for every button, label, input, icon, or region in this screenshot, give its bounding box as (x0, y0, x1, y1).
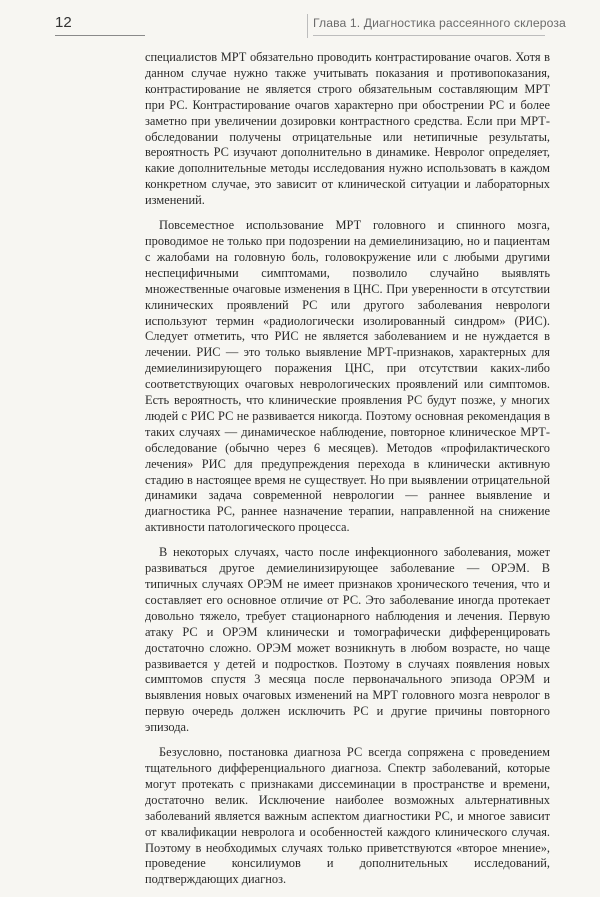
page-header (0, 0, 600, 50)
running-head: Глава 1. Диагностика рассеянного склероза (313, 16, 566, 30)
paragraph-adem: В некоторых случаях, часто после инфекционного заболевания, может развиваться другое демиелинизирующее заболевание — ОРЭМ. В типичных случаях ОРЭМ не имеет признаков хронического течения, что и составляет его основное отличие от РС. Это заболевание иногда протекает довольно тяжело, требует стационарного наблюдения и лечения. Первую атаку РС и ОРЭМ клинически и томографически дифференцировать достаточно сложно. ОРЭМ может возникнуть в любом возрасте, но чаще развивается у детей и подростков. Поэтому в случаях появления новых симптомов спустя 3 месяца после первоначального эпизода ОРЭМ и выявления новых очаговых изменений на МРТ головного мозга невролог в первую очередь должен исключить РС и другие причины повторного эпизода. (145, 545, 550, 735)
paragraph-mri-incidental-findings: Повсеместное использование МРТ головного и спинного мозга, проводимое не только при подозрении на демиелинизацию, но и пациентам с жалобами на головную боль, головокружение или с любыми другими неспецифичными симптомами, позволило случайно выявлять множественные очаговые изменения в ЦНС. При уверенности в отсутствии клинических проявлений РС или другого заболевания неврологи используют термин «радиологически изолированный синдром» (РИС). Следует отметить, что РИС не является заболеванием и не нуждается в лечении. РИС — это только выявление МРТ-признаков, характерных для демиелинизирующего поражения ЦНС, при отсутствии каких-либо соответствующих очаговых неврологических проявлений или симптомов. Есть вероятность, что клинические проявления РС будут позже, у многих людей с РИС РС не развивается никогда. Поэтому основная рекомендация в таких случаях — динамическое наблюдение, повторное клиническое МРТ-обследование (обычно через 6 месяцев). Методов «профилактического лечения» РИС для предупреждения перехода в клинически активную стадию в настоящее время не существует. Но при выявлении отрицательной динамики задача современной неврологии — раннее выявление и диагностика РС, раннее назначение терапии, направленной на снижение активности патологического процесса. (145, 218, 550, 535)
header-rule-right (313, 35, 545, 36)
header-divider (307, 14, 308, 38)
page-number: 12 (55, 14, 72, 31)
body-text (145, 50, 550, 897)
paragraph-continuation: специалистов МРТ обязательно проводить контрастирование очагов. Хотя в данном случае нужно также учитывать показания и противопоказания, контрастирование не является строго обязательным составляющим МРТ при РС. Контрастирование очагов характерно при обострении РС и более заметно при увеличении дозировки контрастного средства. Если при МРТ-обследовании получены отрицательные или нетипичные результаты, вероятность РС изучают дополнительно в динамике. Невролог определяет, какие дополнительные методы исследования нужно использовать в каждом конкретном случае, это зависит от клинической ситуации и лабораторных изменений. (145, 50, 550, 208)
paragraph-differential-diagnosis: Безусловно, постановка диагноза РС всегда сопряжена с проведением тщательного дифференциального диагноза. Спектр заболеваний, которые могут протекать с признаками диссеминации в пространстве и времени, достаточно велик. Исключение наиболее возможных альтернативных заболеваний является важным аспектом диагностики РС, и многое зависит от квалификации невролога и особенностей каждого клинического случая. Поэтому в необходимых случаях только приветствуются «второе мнение», проведение консилиумов и дополнительных исследований, подтверждающих диагноз. (145, 745, 550, 887)
header-rule-left (55, 35, 145, 36)
